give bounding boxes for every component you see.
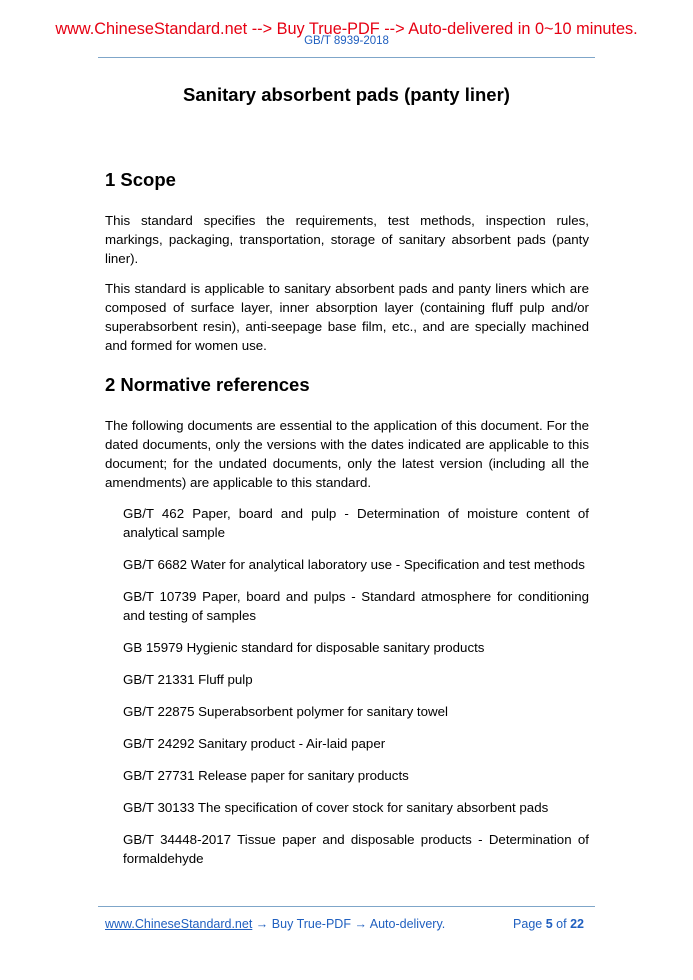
reference-item: GB/T 30133 The specification of cover stock for sanitary absorbent pads [123, 800, 549, 815]
footer-divider [98, 906, 595, 907]
reference-item: GB/T 22875 Superabsorbent polymer for sanitary towel [123, 704, 448, 719]
page-footer [105, 915, 589, 933]
references-intro-paragraph: The following documents are essential to the application of this document. For the dated documents, only the versions with the dates indicated are applicable to this document; for the undated documents, only the latest version (including all the amendments) are applicable to this standard. [105, 418, 589, 490]
page-indicator [513, 915, 584, 933]
reference-item: GB/T 34448-2017 Tissue paper and disposable products - Determination of formaldehyde [123, 832, 589, 866]
scope-paragraph-1: This standard specifies the requirements, test methods, inspection rules, markings, packaging, transportation, storage of sanitary absorbent pads (panty liner). [105, 213, 589, 266]
promo-banner[interactable]: www.ChineseStandard.net --> Buy True-PDF --> Auto-delivered in 0~10 minutes. [55, 20, 638, 38]
section-heading-scope: 1 Scope [105, 169, 176, 190]
section-heading-normative-references: 2 Normative references [105, 374, 310, 395]
reference-item: GB/T 21331 Fluff pulp [123, 672, 253, 687]
footer-website-link[interactable]: www.ChineseStandard.net [105, 917, 253, 931]
footer-delivery-text: Auto-delivery. [369, 917, 446, 931]
reference-item: GB/T 6682 Water for analytical laboratory use - Specification and test methods [123, 557, 585, 572]
reference-item: GB 15979 Hygienic standard for disposable sanitary products [123, 640, 485, 655]
page-label: Page [513, 917, 543, 931]
footer-buy-text: Buy True-PDF [271, 917, 351, 931]
arrow-right-icon: → [354, 917, 367, 931]
reference-item: GB/T 462 Paper, board and pulp - Determination of moisture content of analytical sample [123, 506, 589, 540]
arrow-right-icon: → [255, 917, 269, 931]
reference-item: GB/T 10739 Paper, board and pulps - Standard atmosphere for conditioning and testing of samples [123, 589, 589, 623]
header-divider [98, 57, 595, 58]
total-pages-number: 22 [570, 917, 584, 931]
reference-list [123, 504, 589, 881]
reference-item: GB/T 24292 Sanitary product - Air-laid paper [123, 736, 386, 751]
footer-links [105, 915, 445, 933]
current-page-number: 5 [545, 917, 553, 931]
scope-paragraph-2: This standard is applicable to sanitary absorbent pads and panty liners which are composed of surface layer, inner absorption layer (containing fluff pulp and/or superabsorbent resin), anti-seepage base film, etc., and are specially machined and formed for women use. [105, 281, 589, 353]
standard-code: GB/T 8939-2018 [304, 35, 389, 47]
reference-item: GB/T 27731 Release paper for sanitary products [123, 768, 409, 783]
of-label: of [556, 917, 567, 931]
document-title: Sanitary absorbent pads (panty liner) [183, 84, 510, 105]
